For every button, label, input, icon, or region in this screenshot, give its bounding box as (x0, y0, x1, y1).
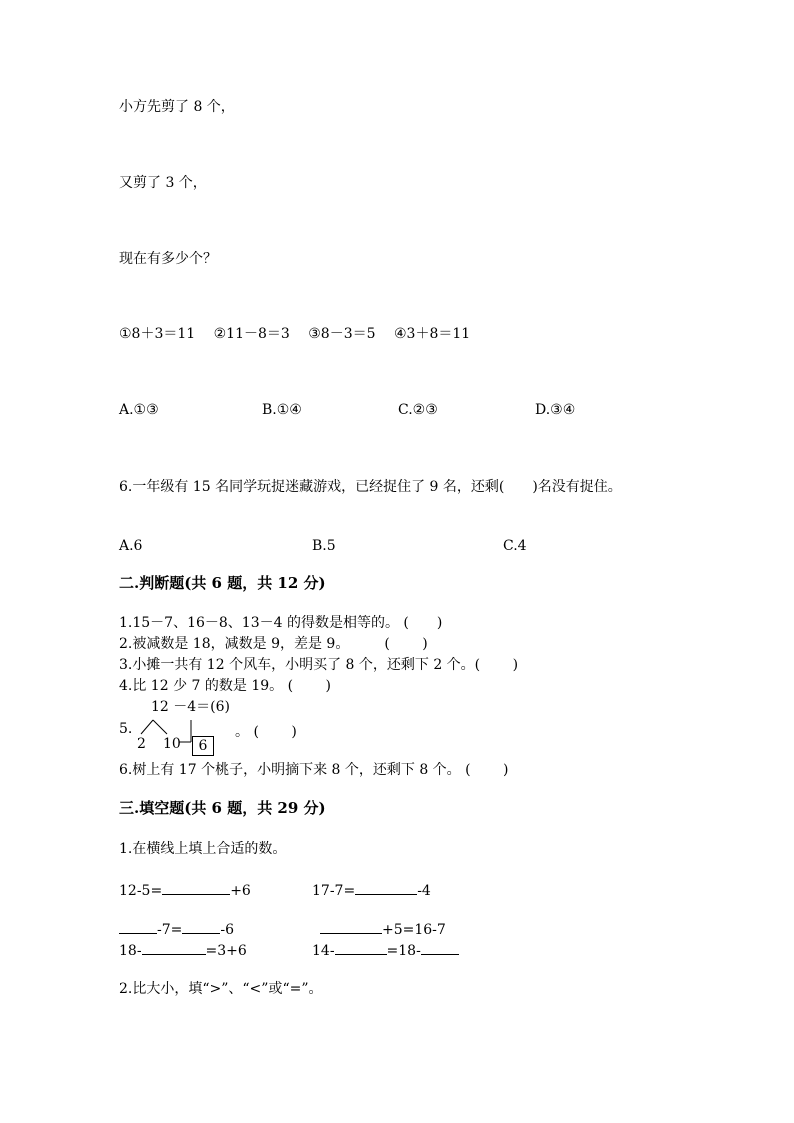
fill-blank[interactable] (421, 940, 459, 955)
story-line-2: 又剪了 3 个， (119, 175, 207, 191)
judge-item-5-box: 6 (192, 736, 214, 756)
judge-item-2: 2.被减数是 18，减数是 9，差是 9。 ( ) (119, 636, 428, 652)
fill-blank[interactable] (320, 919, 382, 934)
fill-row-1-left (119, 880, 251, 900)
fill-blank[interactable] (355, 880, 417, 895)
fill-row-3-left-pre: 18- (119, 943, 142, 959)
judge-item-5-number: 5. (119, 721, 133, 737)
fill-row-3-right-mid: =18- (386, 943, 421, 959)
fill-blank[interactable] (162, 880, 230, 895)
fill-blank[interactable] (182, 919, 220, 934)
q5-option-c[interactable]: C.②③ (398, 402, 438, 418)
fill-q1-title: 1.在横线上填上合适的数。 (119, 841, 287, 857)
judge-item-5-equation: 12 －4＝(6) (151, 699, 231, 715)
judge-item-6: 6.树上有 17 个桃子，小明摘下来 8 个，还剩下 8 个。 ( ) (119, 762, 509, 778)
judge-item-1: 1.15－7、16－8、13－4 的得数是相等的。 ( ) (119, 615, 443, 631)
judge-item-5-part-left: 2 (137, 736, 146, 752)
judge-item-5-tail: 。 ( ) (235, 724, 297, 740)
fill-row-1-left-post: +6 (230, 883, 251, 899)
judge-item-3: 3.小摊一共有 12 个风车，小明买了 8 个，还剩下 2 个。( ) (119, 657, 519, 673)
fill-row-3-left (119, 940, 247, 960)
fill-row-2-left (119, 919, 234, 939)
fill-row-3-left-post: =3+6 (205, 943, 247, 959)
fill-blank[interactable] (335, 940, 387, 955)
story-line-3: 现在有多少个？ (119, 251, 217, 267)
formula-choices: ①8＋3＝11 ②11－8＝3 ③8－3＝5 ④3＋8＝11 (119, 326, 471, 342)
q6-option-a[interactable]: A.6 (119, 538, 143, 554)
fill-row-3-right (312, 940, 459, 960)
story-line-1: 小方先剪了 8 个， (119, 99, 235, 115)
fill-row-2-right-post: +5=16-7 (382, 922, 446, 938)
judge-item-5-part-mid: 10 (163, 736, 181, 752)
judge-item-5-figure (119, 696, 339, 758)
fill-row-2-left-post: -6 (220, 922, 235, 938)
fill-q2-title: 2.比大小，填“>”、“<”或“=”。 (119, 981, 323, 997)
q6-option-c[interactable]: C.4 (503, 538, 527, 554)
section-3-title: 三.填空题(共 6 题，共 29 分) (119, 799, 326, 817)
fill-row-1-left-pre: 12-5= (119, 883, 163, 899)
fill-row-1-right (312, 880, 431, 900)
fill-blank[interactable] (119, 919, 157, 934)
fill-row-2-left-mid: -7= (157, 922, 183, 938)
judge-item-4: 4.比 12 少 7 的数是 19。 ( ) (119, 678, 331, 694)
fill-blank[interactable] (142, 940, 206, 955)
fill-row-1-right-pre: 17-7= (312, 883, 356, 899)
q5-option-a[interactable]: A.①③ (119, 402, 159, 418)
fill-row-2-right (320, 919, 446, 939)
q6-question: 6.一年级有 15 名同学玩捉迷藏游戏，已经捉住了 9 名，还剩( )名没有捉住。 (119, 479, 622, 495)
q5-option-b[interactable]: B.①④ (262, 402, 302, 418)
q5-option-d[interactable]: D.③④ (535, 402, 576, 418)
fill-row-3-right-pre: 14- (312, 943, 335, 959)
section-2-title: 二.判断题(共 6 题，共 12 分) (119, 574, 326, 592)
q6-option-b[interactable]: B.5 (312, 538, 336, 554)
fill-row-1-right-post: -4 (417, 883, 431, 899)
